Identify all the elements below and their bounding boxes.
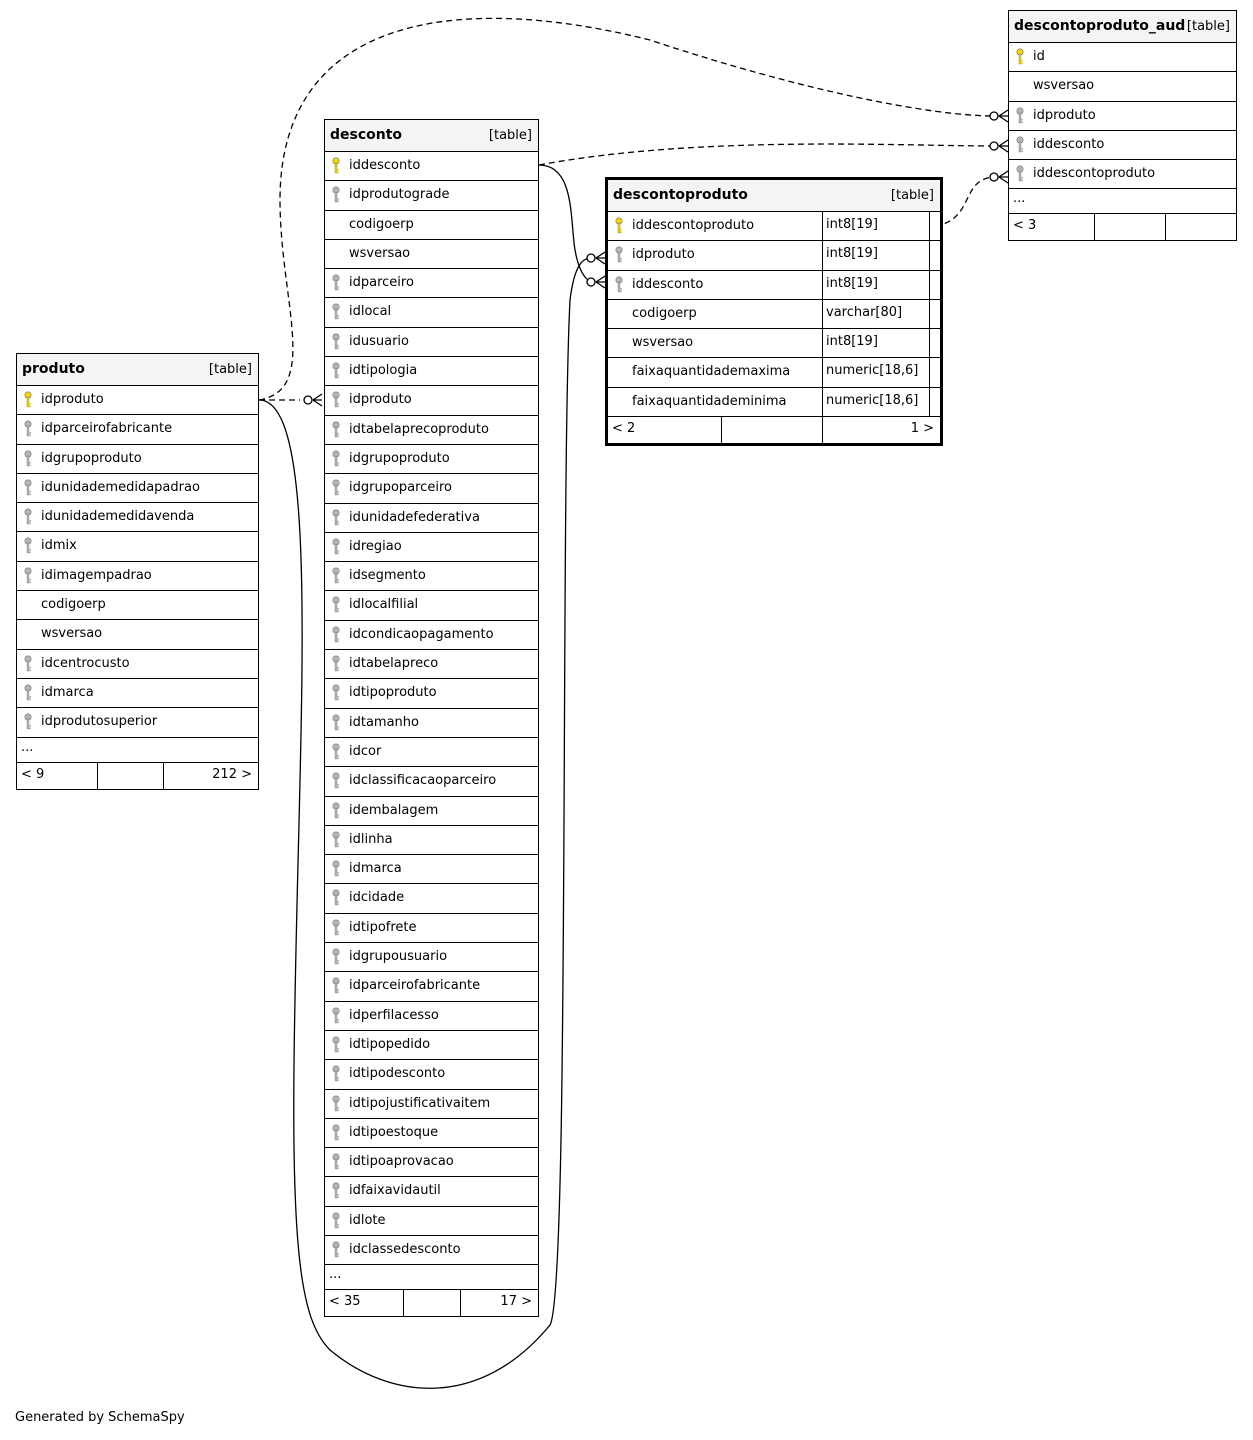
column-row[interactable] [325,1119,538,1148]
foreign-key-icon [331,1212,341,1230]
column-name: idcor [349,743,382,759]
column-row[interactable] [325,328,538,357]
column-name: idgrupoproduto [349,450,450,466]
column-row[interactable] [325,826,538,855]
foreign-key-icon [23,450,33,468]
column-row[interactable] [325,386,538,415]
column-name: wsversao [41,626,103,642]
column-name: idproduto [632,247,695,263]
column-name: idtipoestoque [349,1124,439,1140]
table-desconto[interactable] [324,119,539,1317]
column-row[interactable] [325,298,538,327]
foreign-key-icon [331,743,341,761]
foreign-key-icon [331,509,341,527]
foreign-key-icon [331,1036,341,1054]
column-name: idimagempadrao [41,567,152,583]
column-name: idproduto [41,392,104,407]
foreign-key-icon [614,276,624,294]
column-row[interactable] [325,152,538,181]
table-produto[interactable] [16,353,259,790]
column-row[interactable] [17,503,258,532]
column-name: iddescontoproduto [1033,166,1156,182]
column-row[interactable] [325,767,538,796]
column-name: iddescontoproduto [632,218,755,233]
column-row[interactable] [325,1031,538,1060]
column-name: iddesconto [349,158,421,173]
column-type: numeric[18,6] [822,388,930,416]
column-row[interactable] [325,1002,538,1031]
table-footer [608,417,940,443]
column-name: idtipojustificativaitem [349,1095,491,1111]
foreign-key-icon [614,246,624,264]
column-name: idgrupousuario [349,949,448,965]
column-name: idgrupoproduto [41,450,142,466]
column-row[interactable] [1009,160,1236,189]
foreign-key-icon [331,362,341,380]
column-name: idparceirofabricante [349,978,481,994]
foreign-key-icon [331,1124,341,1142]
foreign-key-icon [331,655,341,673]
column-name: idmarca [349,861,402,877]
column-name: codigoerp [349,216,414,232]
column-name: codigoerp [632,305,697,321]
primary-key-icon [1015,48,1025,66]
foreign-key-icon [331,538,341,556]
foreign-key-icon [23,479,33,497]
children-count[interactable]: 1 > [910,421,934,437]
column-row[interactable] [325,738,538,767]
column-name: idunidademedidavenda [41,509,195,525]
column-row[interactable] [325,416,538,445]
table-footer [1009,214,1236,240]
table-header [17,354,258,386]
column-name: idparceiro [349,275,414,291]
column-name: idunidadefederativa [349,509,480,525]
column-row[interactable] [17,679,258,708]
generated-by-credit: Generated by SchemaSpy [15,1410,185,1425]
column-name: id [1033,49,1045,64]
table-header [608,180,940,212]
column-row[interactable] [17,474,258,503]
column-name: idparceirofabricante [41,421,173,437]
column-row[interactable] [325,445,538,474]
column-row[interactable] [608,329,940,358]
column-name: idclassificacaoparceiro [349,773,497,789]
foreign-key-icon [331,391,341,409]
column-name: iddesconto [1033,136,1105,152]
foreign-key-icon [331,567,341,585]
column-type: int8[19] [822,271,930,299]
column-name: idcentrocusto [41,655,130,671]
column-row[interactable] [325,1148,538,1177]
table-name: descontoproduto [613,187,748,203]
foreign-key-icon [331,450,341,468]
column-name: idcondicaopagamento [349,626,494,642]
table-footer [17,763,258,789]
column-name: idprodutosuperior [41,714,158,730]
column-name: idgrupoparceiro [349,480,452,496]
column-row[interactable] [608,212,940,241]
column-name: idlote [349,1212,386,1228]
children-count[interactable]: 212 > [212,766,252,782]
column-row[interactable] [1009,72,1236,101]
foreign-key-icon [331,303,341,321]
foreign-key-icon [331,186,341,204]
table-footer [325,1290,538,1316]
foreign-key-icon [331,1241,341,1259]
column-row[interactable] [17,562,258,591]
column-row[interactable] [17,532,258,561]
foreign-key-icon [23,508,33,526]
column-row[interactable] [325,943,538,972]
column-row[interactable] [325,884,538,913]
foreign-key-icon [1015,107,1025,125]
primary-key-icon [331,157,341,175]
column-row[interactable] [325,1207,538,1236]
column-name: idtipoaprovacao [349,1154,454,1170]
column-row[interactable] [325,211,538,240]
foreign-key-icon [331,479,341,497]
more-columns: ... [1009,189,1236,214]
parents-count[interactable]: < 2 [612,421,636,437]
parents-count[interactable]: < 3 [1013,218,1037,234]
column-row[interactable] [325,562,538,591]
column-row[interactable] [325,621,538,650]
more-columns: ... [17,738,258,763]
column-row[interactable] [1009,43,1236,72]
table-type-label: [table] [1186,19,1230,34]
column-name: idlocal [349,304,392,320]
more-columns: ... [325,1265,538,1290]
foreign-key-icon [331,1065,341,1083]
column-name: idperfilacesso [349,1007,439,1023]
column-type: int8[19] [822,241,930,269]
children-count[interactable]: 17 > [500,1294,532,1310]
column-row[interactable] [17,386,258,415]
column-row[interactable] [1009,102,1236,131]
crows-foot-icon [990,171,1008,183]
foreign-key-icon [331,860,341,878]
column-name: idtipologia [349,363,418,379]
column-list [1009,43,1236,189]
column-row[interactable] [17,415,258,444]
column-row[interactable] [325,504,538,533]
column-name: idmarca [41,684,94,700]
column-name: idmix [41,538,77,554]
column-row[interactable] [608,271,940,300]
column-row[interactable] [325,474,538,503]
foreign-key-icon [23,537,33,555]
column-name: idtipoproduto [349,685,437,701]
column-name: idcidade [349,890,405,906]
crows-foot-icon [587,252,605,264]
foreign-key-icon [331,802,341,820]
column-name: idtipofrete [349,919,417,935]
table-descontoproduto-aud[interactable] [1008,10,1237,241]
foreign-key-icon [331,1095,341,1113]
foreign-key-icon [331,684,341,702]
foreign-key-icon [331,1007,341,1025]
column-row[interactable] [17,708,258,737]
column-name: idlinha [349,831,393,847]
primary-key-icon [23,391,33,409]
edge-desconto-aud [539,144,995,165]
column-name: idprodutograde [349,187,450,203]
column-name: wsversao [632,335,694,351]
column-name: idclassedesconto [349,1241,461,1257]
table-name: descontoproduto_aud [1014,18,1186,34]
column-row[interactable] [325,855,538,884]
column-name: idfaixavidautil [349,1183,441,1199]
column-name: idregiao [349,538,402,554]
column-name: wsversao [349,245,411,261]
column-name: codigoerp [41,597,106,613]
table-header [325,120,538,152]
column-row[interactable] [325,709,538,738]
table-name: desconto [330,127,403,143]
column-row[interactable] [608,241,940,270]
column-name: idproduto [1033,107,1096,123]
foreign-key-icon [331,626,341,644]
column-row[interactable] [608,358,940,387]
foreign-key-icon [331,889,341,907]
column-name: faixaquantidademinima [632,393,787,409]
column-row[interactable] [325,357,538,386]
column-name: idsegmento [349,568,426,584]
column-row[interactable] [325,650,538,679]
column-type: int8[19] [822,212,930,240]
foreign-key-icon [331,274,341,292]
foreign-key-icon [331,831,341,849]
crows-foot-icon [304,394,322,406]
column-row[interactable] [325,1177,538,1206]
column-name: idtabelaprecoproduto [349,421,489,437]
column-row[interactable] [325,240,538,269]
column-row[interactable] [325,533,538,562]
column-row[interactable] [325,1090,538,1119]
column-row[interactable] [325,1236,538,1265]
foreign-key-icon [331,977,341,995]
foreign-key-icon [1015,165,1025,183]
foreign-key-icon [331,772,341,790]
foreign-key-icon [331,948,341,966]
column-name: idembalagem [349,802,439,818]
foreign-key-icon [23,567,33,585]
foreign-key-icon [331,714,341,732]
foreign-key-icon [331,333,341,351]
edge-descontoproduto-aud [935,177,995,226]
column-row[interactable] [17,591,258,620]
column-row[interactable] [325,1060,538,1089]
column-row[interactable] [325,269,538,298]
column-name: idunidademedidapadrao [41,479,200,495]
column-type: varchar[80] [822,300,930,328]
column-name: idtipopedido [349,1036,431,1052]
crows-foot-icon [990,140,1008,152]
column-list [17,386,258,738]
foreign-key-icon [23,713,33,731]
table-header [1009,11,1236,43]
column-row[interactable] [1009,131,1236,160]
column-row[interactable] [608,388,940,417]
foreign-key-icon [23,655,33,673]
column-name: idtamanho [349,714,419,730]
primary-key-icon [614,217,624,235]
column-name: wsversao [1033,78,1095,94]
foreign-key-icon [331,1153,341,1171]
foreign-key-icon [331,1182,341,1200]
column-name: idtabelapreco [349,656,439,672]
column-row[interactable] [17,445,258,474]
table-name: produto [22,361,85,377]
column-row[interactable] [325,914,538,943]
column-row[interactable] [325,591,538,620]
table-type-label: [table] [488,128,532,143]
column-row[interactable] [17,650,258,679]
column-row[interactable] [608,300,940,329]
foreign-key-icon [23,420,33,438]
column-type: numeric[18,6] [822,358,930,386]
crows-foot-icon [587,276,605,288]
column-row[interactable] [325,679,538,708]
column-list [325,152,538,1265]
foreign-key-icon [23,684,33,702]
column-type: int8[19] [822,329,930,357]
column-row[interactable] [325,181,538,210]
column-name: iddesconto [632,276,704,292]
edge-desconto-descontoproduto [539,165,592,282]
parents-count[interactable]: < 9 [21,766,45,782]
table-descontoproduto[interactable] [605,177,943,446]
column-name: idusuario [349,333,409,349]
column-name: idproduto [349,392,412,408]
foreign-key-icon [331,596,341,614]
column-name: faixaquantidademaxima [632,364,791,380]
column-row[interactable] [325,797,538,826]
column-name: idlocalfilial [349,597,419,613]
crows-foot-icon [990,110,1008,122]
column-name: idtipodesconto [349,1066,446,1082]
column-list [608,212,940,417]
table-type-label: [table] [208,362,252,377]
column-row[interactable] [17,620,258,649]
table-type-label: [table] [890,188,934,203]
column-row[interactable] [325,972,538,1001]
foreign-key-icon [1015,136,1025,154]
parents-count[interactable]: < 35 [329,1294,361,1310]
foreign-key-icon [331,421,341,439]
foreign-key-icon [331,919,341,937]
